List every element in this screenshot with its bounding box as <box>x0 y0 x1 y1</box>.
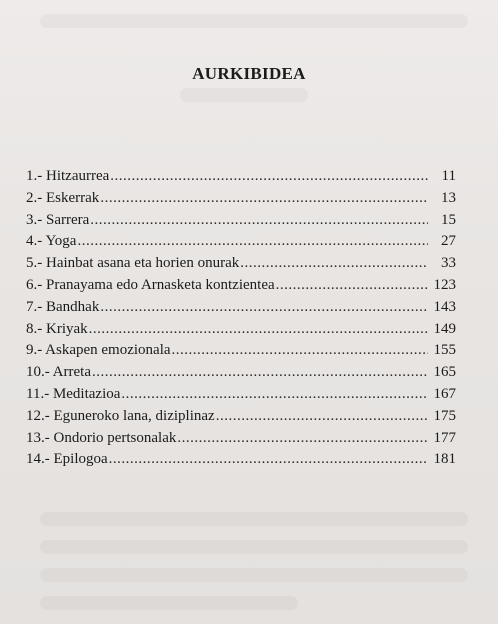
toc-dot-leader <box>89 319 428 341</box>
toc-entry <box>26 384 456 406</box>
toc-dot-leader <box>110 166 428 188</box>
toc-entry-label: 10.- Arreta <box>26 364 91 381</box>
toc-entry-page-number: 181 <box>433 451 456 468</box>
toc-entry <box>26 297 456 319</box>
toc-entry-page-number: 11 <box>441 168 456 184</box>
bleed-through-text <box>40 14 468 28</box>
toc-dot-leader <box>177 428 428 450</box>
bleed-through-text <box>40 512 468 526</box>
toc-entry-page-number: 167 <box>433 385 456 402</box>
bleed-through-text <box>40 540 468 554</box>
toc-entry-label: 8.- Kriyak <box>26 320 88 337</box>
toc-entry-label: 7.- Bandhak <box>26 298 100 315</box>
toc-entry-page-number: 33 <box>441 255 456 272</box>
toc-entry <box>26 275 456 297</box>
toc-entry <box>26 362 456 384</box>
toc-entry <box>26 428 456 450</box>
toc-entry-label: 3.- Sarrera <box>26 211 90 228</box>
toc-entry <box>26 166 456 188</box>
table-of-contents <box>26 166 456 471</box>
toc-entry-label: 2.- Eskerrak <box>26 189 100 206</box>
toc-entry-page-number: 143 <box>433 298 456 315</box>
bleed-through-text <box>180 88 308 102</box>
toc-dot-leader <box>100 297 428 319</box>
toc-entry-page-number: 13 <box>441 189 456 206</box>
toc-dot-leader <box>172 340 428 362</box>
toc-entry <box>26 319 456 341</box>
toc-entry-page-number: 177 <box>433 429 456 446</box>
toc-entry-page-number: 123 <box>433 276 456 293</box>
toc-dot-leader <box>216 406 428 428</box>
toc-dot-leader <box>240 253 428 275</box>
toc-entry-page-number: 149 <box>433 320 456 337</box>
toc-entry <box>26 231 456 253</box>
toc-entry-label: 4.- Yoga <box>26 233 77 250</box>
toc-entry-page-number: 27 <box>441 233 456 250</box>
toc-entry-label: 6.- Pranayama edo Arnasketa kontzientea <box>26 276 275 293</box>
toc-dot-leader <box>92 362 428 384</box>
toc-entry-page-number: 175 <box>433 407 456 424</box>
toc-entry <box>26 210 456 232</box>
toc-dot-leader <box>77 231 428 253</box>
toc-entry-label: 5.- Hainbat asana eta horien onurak <box>26 255 240 272</box>
toc-entry-label: 13.- Ondorio pertsonalak <box>26 429 177 446</box>
toc-entry <box>26 449 456 471</box>
toc-entry-label: 9.- Askapen emozionala <box>26 342 171 359</box>
toc-dot-leader <box>100 188 428 210</box>
bleed-through-text <box>40 596 298 610</box>
toc-entry <box>26 253 456 275</box>
toc-entry-label: 11.- Meditazioa <box>26 385 121 402</box>
bleed-through-text <box>40 568 468 582</box>
toc-entry <box>26 340 456 362</box>
page-title: AURKIBIDEA <box>192 64 306 83</box>
toc-dot-leader <box>276 275 428 297</box>
toc-entry-label: 14.- Epilogoa <box>26 451 108 468</box>
toc-entry <box>26 188 456 210</box>
toc-entry-page-number: 15 <box>441 211 456 228</box>
toc-entry-page-number: 165 <box>433 364 456 381</box>
toc-entry-label: 12.- Eguneroko lana, diziplinaz <box>26 407 215 424</box>
toc-dot-leader <box>90 210 428 232</box>
toc-dot-leader <box>109 449 428 471</box>
toc-dot-leader <box>121 384 428 406</box>
toc-entry <box>26 406 456 428</box>
toc-entry-label: 1.- Hitzaurrea <box>26 168 110 184</box>
toc-entry-page-number: 155 <box>433 342 456 359</box>
